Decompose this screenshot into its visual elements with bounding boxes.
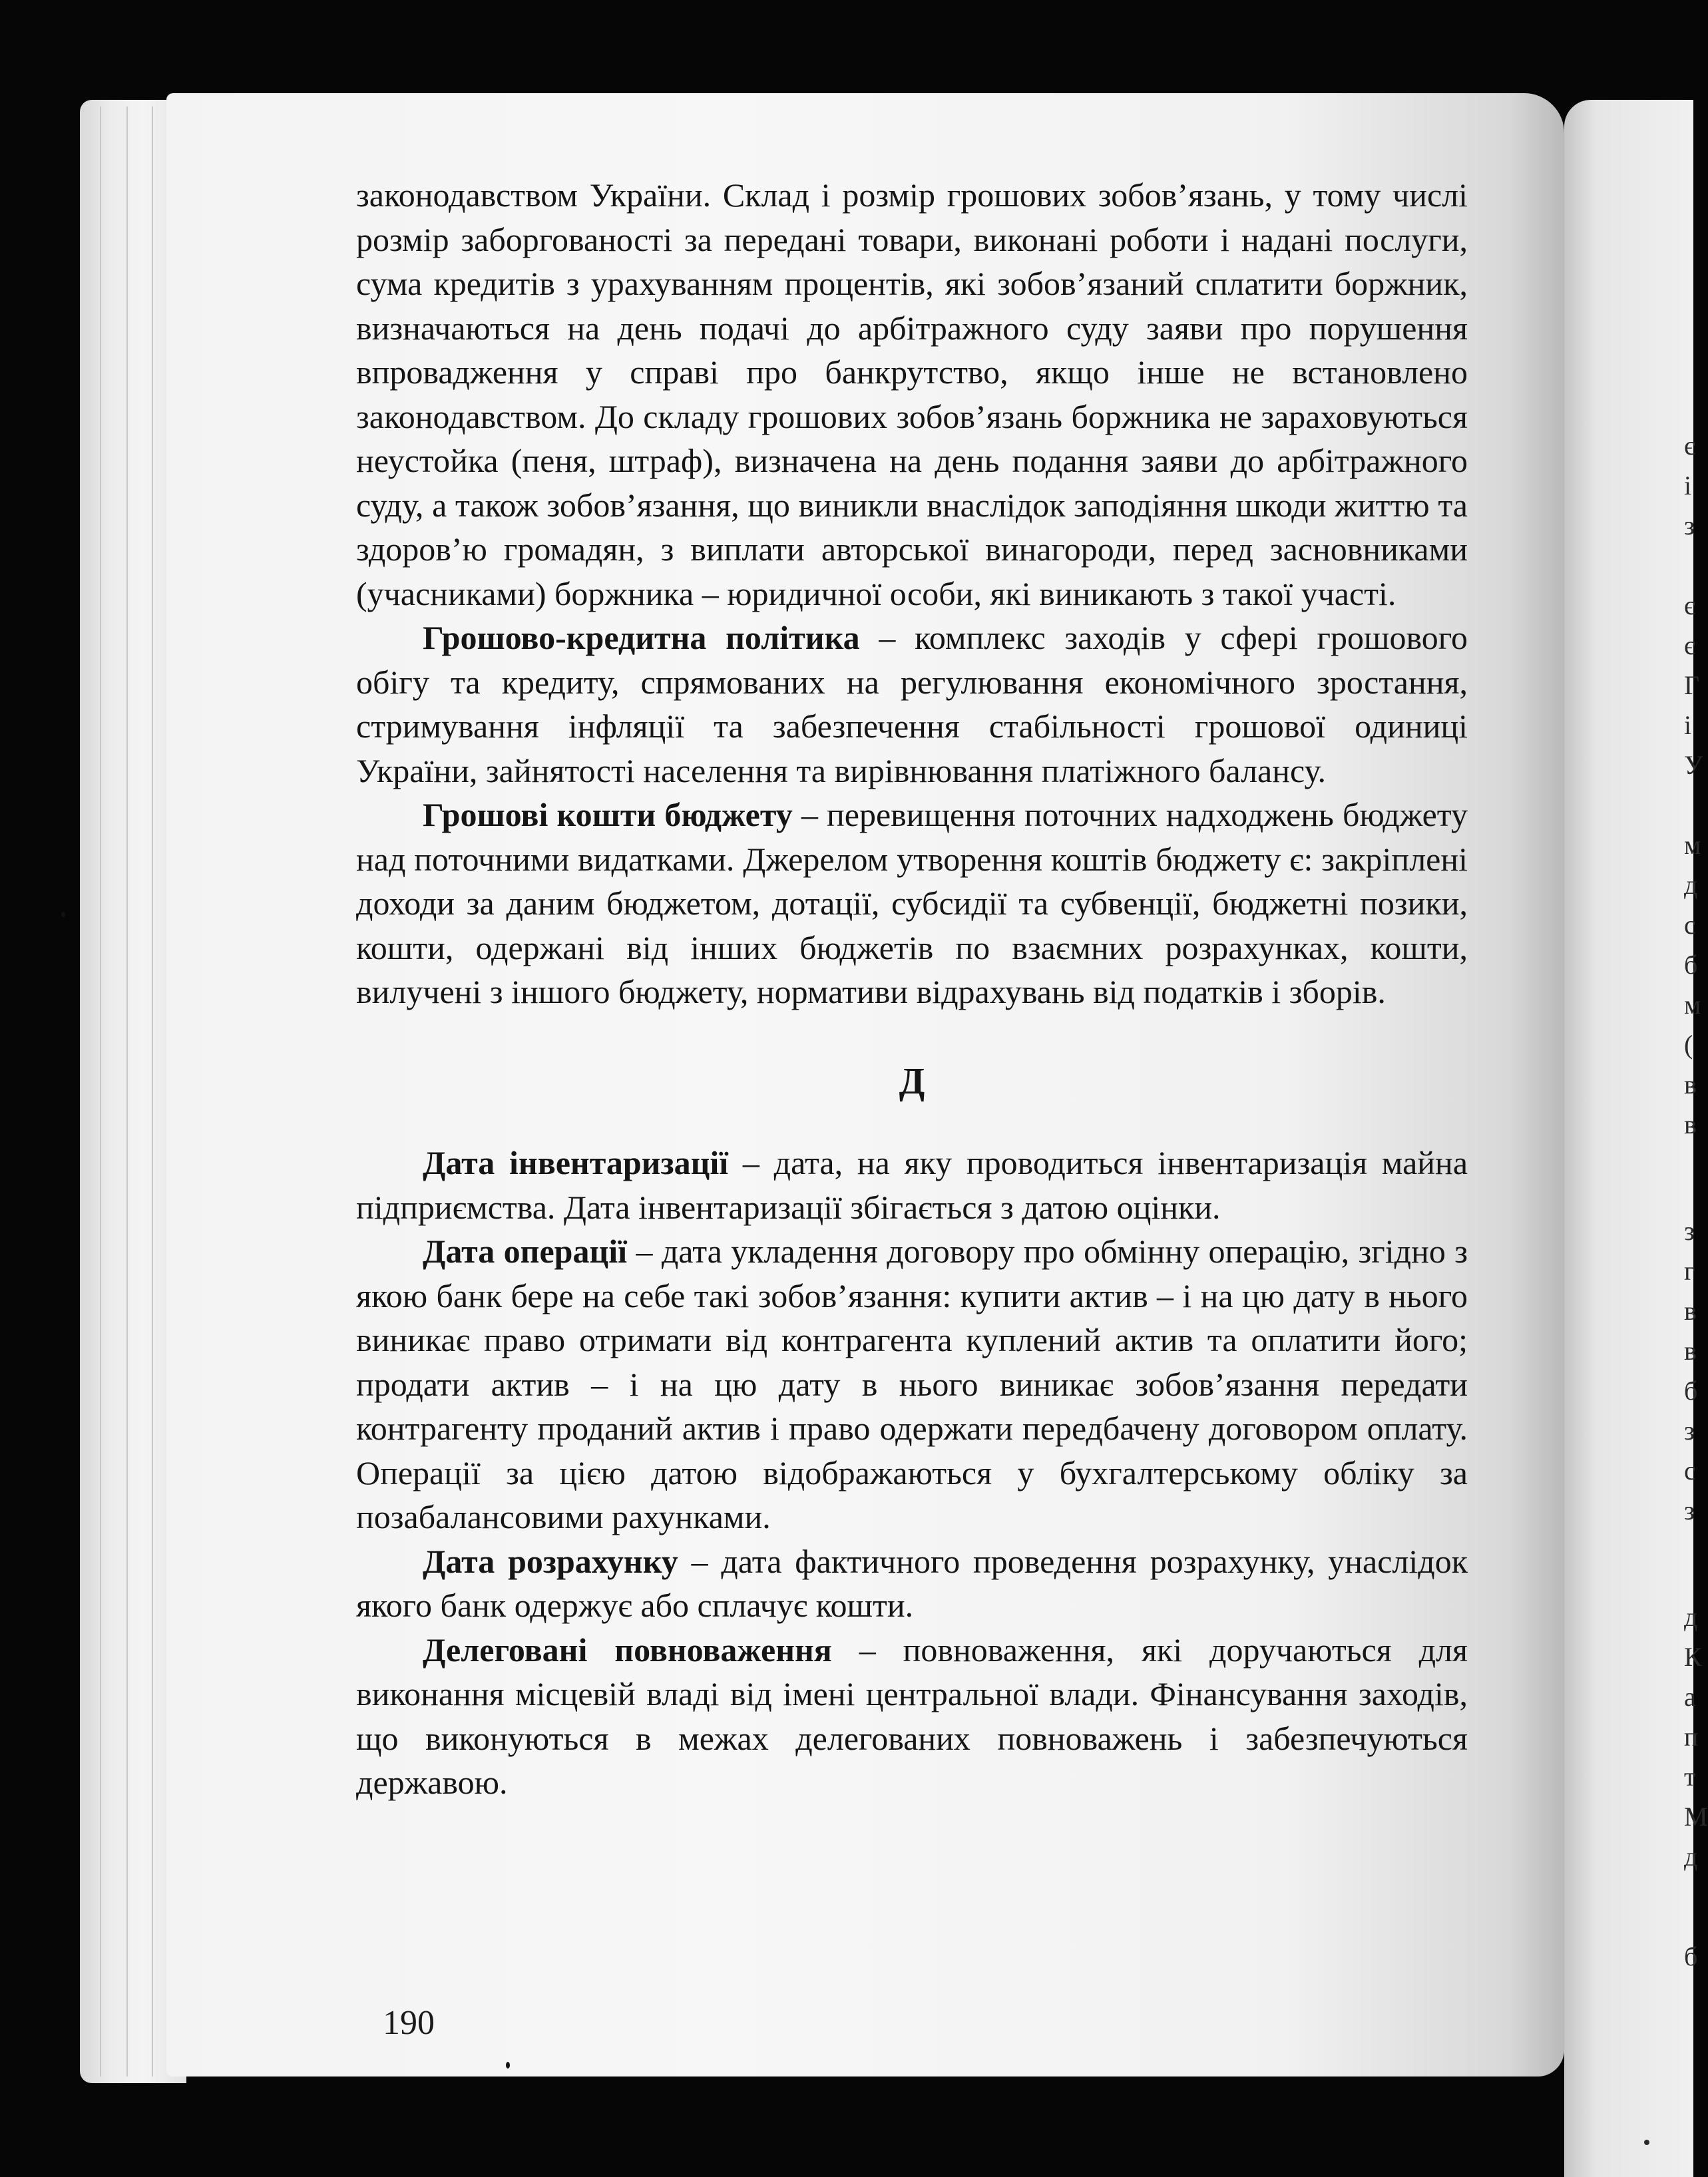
next-page-edge [1564, 100, 1708, 2177]
entry-term: Делеговані повноваження [423, 1631, 832, 1669]
glossary-entry [356, 1229, 1468, 1539]
next-page-letter: К [1684, 1642, 1702, 1672]
glossary-entry [356, 1141, 1468, 1229]
glossary-entry [356, 1628, 1468, 1805]
next-page-letter: в [1684, 1109, 1697, 1139]
next-page-letter: в [1684, 1336, 1697, 1366]
next-page-letter: с [1684, 910, 1696, 940]
page-number: 190 [383, 2004, 435, 2042]
glossary-entry [356, 616, 1468, 793]
entry-term: Грошово-кредитна політика [423, 619, 860, 656]
entry-term: Дата операції [423, 1233, 628, 1270]
next-page-letter: з [1684, 510, 1695, 540]
next-page-letter: в [1684, 1070, 1697, 1099]
entry-definition: – дата фактичного проведення розрахунку, унаслідок якого банк одержує або сплачує кошти. [356, 1542, 1468, 1624]
next-page-letter: д [1684, 1602, 1698, 1632]
next-page-letter: б [1684, 1376, 1698, 1406]
scan-speck [506, 2062, 510, 2069]
paragraph-body: законодавством України. Склад і розмір грошових зобов’язань, у тому числі розмір заборгованості за передані товари, виконані роботи і надані послуги, сума кредитів з урахуванням процентів, які зобов’язаний сплатити боржник, визначаються на день подачі до арбітражного суду заяви про порушення впровадження у справі про банкрутство, якщо інше не встановлено законодавством. До складу грошових зобов’язань боржника не зараховуються неустойка (пеня, штраф), визначена на день подання заяви до арбітражного суду, а також зобов’язання, що виникли внаслідок заподіяння шкоди життю та здоров’ю громадян, з виплати авторської винагороди, перед засновниками (учасниками) боржника – юридичної особи, які виникають з такої участі. [356, 176, 1468, 612]
entry-definition: – повноваження, які доручаються для виконання місцевій владі від імені центральної влади. Фінансування заходів, що виконуються в межах делегованих повноважень і забезпечуються державою. [356, 1631, 1468, 1801]
entry-definition: – дата укладення договору про обмінну операцію, згідно з якою банк бере на себе такі зобов’язання: купити актив – і на цю дату в нього виникає право отримати від контрагента куплений актив та оплатити його; продати актив – і на цю дату в нього виникає зобов’язання передати контрагенту проданий актив і право одержати передбачену договором оплату. Операції за цією датою відображаються у бухгалтерському обліку за позабалансовими рахунками. [356, 1233, 1468, 1535]
next-page-letter: і [1684, 471, 1692, 500]
next-page-letter: з [1684, 1216, 1695, 1246]
entry-term: Грошові кошти бюджету [423, 796, 793, 833]
next-page-letter: а [1684, 1682, 1696, 1712]
next-page-letter: т [1684, 1762, 1696, 1792]
paragraph-continued [356, 173, 1468, 616]
entry-definition: – перевищення поточних надходжень бюджету над поточними видатками. Джерелом утворення коштів бюджету є: закріплені доходи за даним бюджетом, дотації, субсидії та субвенції, бюджетні позики, кошти, одержані від інших бюджетів по взаємних розрахунках, кошти, вилучені з іншого бюджету, нормативи відрахувань від податків і зборів. [356, 796, 1468, 1010]
glossary-entry [356, 793, 1468, 1014]
next-page-letter: г [1684, 1256, 1695, 1286]
next-page-letter: є [1684, 431, 1696, 461]
next-page-letter: с [1684, 1456, 1696, 1485]
entry-definition: – дата, на яку проводиться інвентаризація майна підприємства. Дата інвентаризації збігається з датою оцінки. [356, 1144, 1468, 1226]
book-page [166, 93, 1564, 2077]
next-page-letter: і [1684, 710, 1692, 740]
page-text [356, 173, 1468, 1805]
page-edge-line [152, 106, 153, 2077]
next-page-letter: Г [1684, 670, 1700, 700]
next-page-letter: з [1684, 1416, 1695, 1446]
page-edge-line [126, 106, 128, 2077]
entry-term: Дата інвентаризації [423, 1144, 729, 1181]
next-page-letter: в [1684, 1296, 1697, 1326]
page-edge-line [100, 106, 101, 2077]
next-page-letter: м [1684, 990, 1701, 1020]
section-letter-heading: Д [899, 1060, 925, 1102]
next-page-letter: є [1684, 590, 1696, 620]
entry-definition: – комплекс заходів у сфері грошового обігу та кредиту, спрямованих на регулювання економічного зростання, стримування інфляції та забезпечення стабільності грошової одиниці України, зайнятості населення та вирівнювання платіжного балансу. [356, 619, 1468, 789]
next-page-letter: М [1684, 1802, 1708, 1832]
next-page-letter: д [1684, 870, 1698, 900]
entry-term: Дата розрахунку [423, 1542, 678, 1580]
next-page-letter: ( [1684, 1030, 1693, 1060]
next-page-letter: з [1684, 1495, 1695, 1525]
next-page-letter: м [1684, 830, 1701, 860]
glossary-entry [356, 1539, 1468, 1628]
scan-speck [1644, 2140, 1649, 2145]
next-page-letter: є [1684, 630, 1696, 660]
scan-speck [61, 912, 65, 917]
next-page-letter: д [1684, 1842, 1698, 1872]
next-page-letter: б [1684, 1941, 1698, 1971]
next-page-letter: п [1684, 1722, 1699, 1752]
next-page-letter: У [1684, 750, 1703, 780]
next-page-letter: б [1684, 950, 1698, 980]
